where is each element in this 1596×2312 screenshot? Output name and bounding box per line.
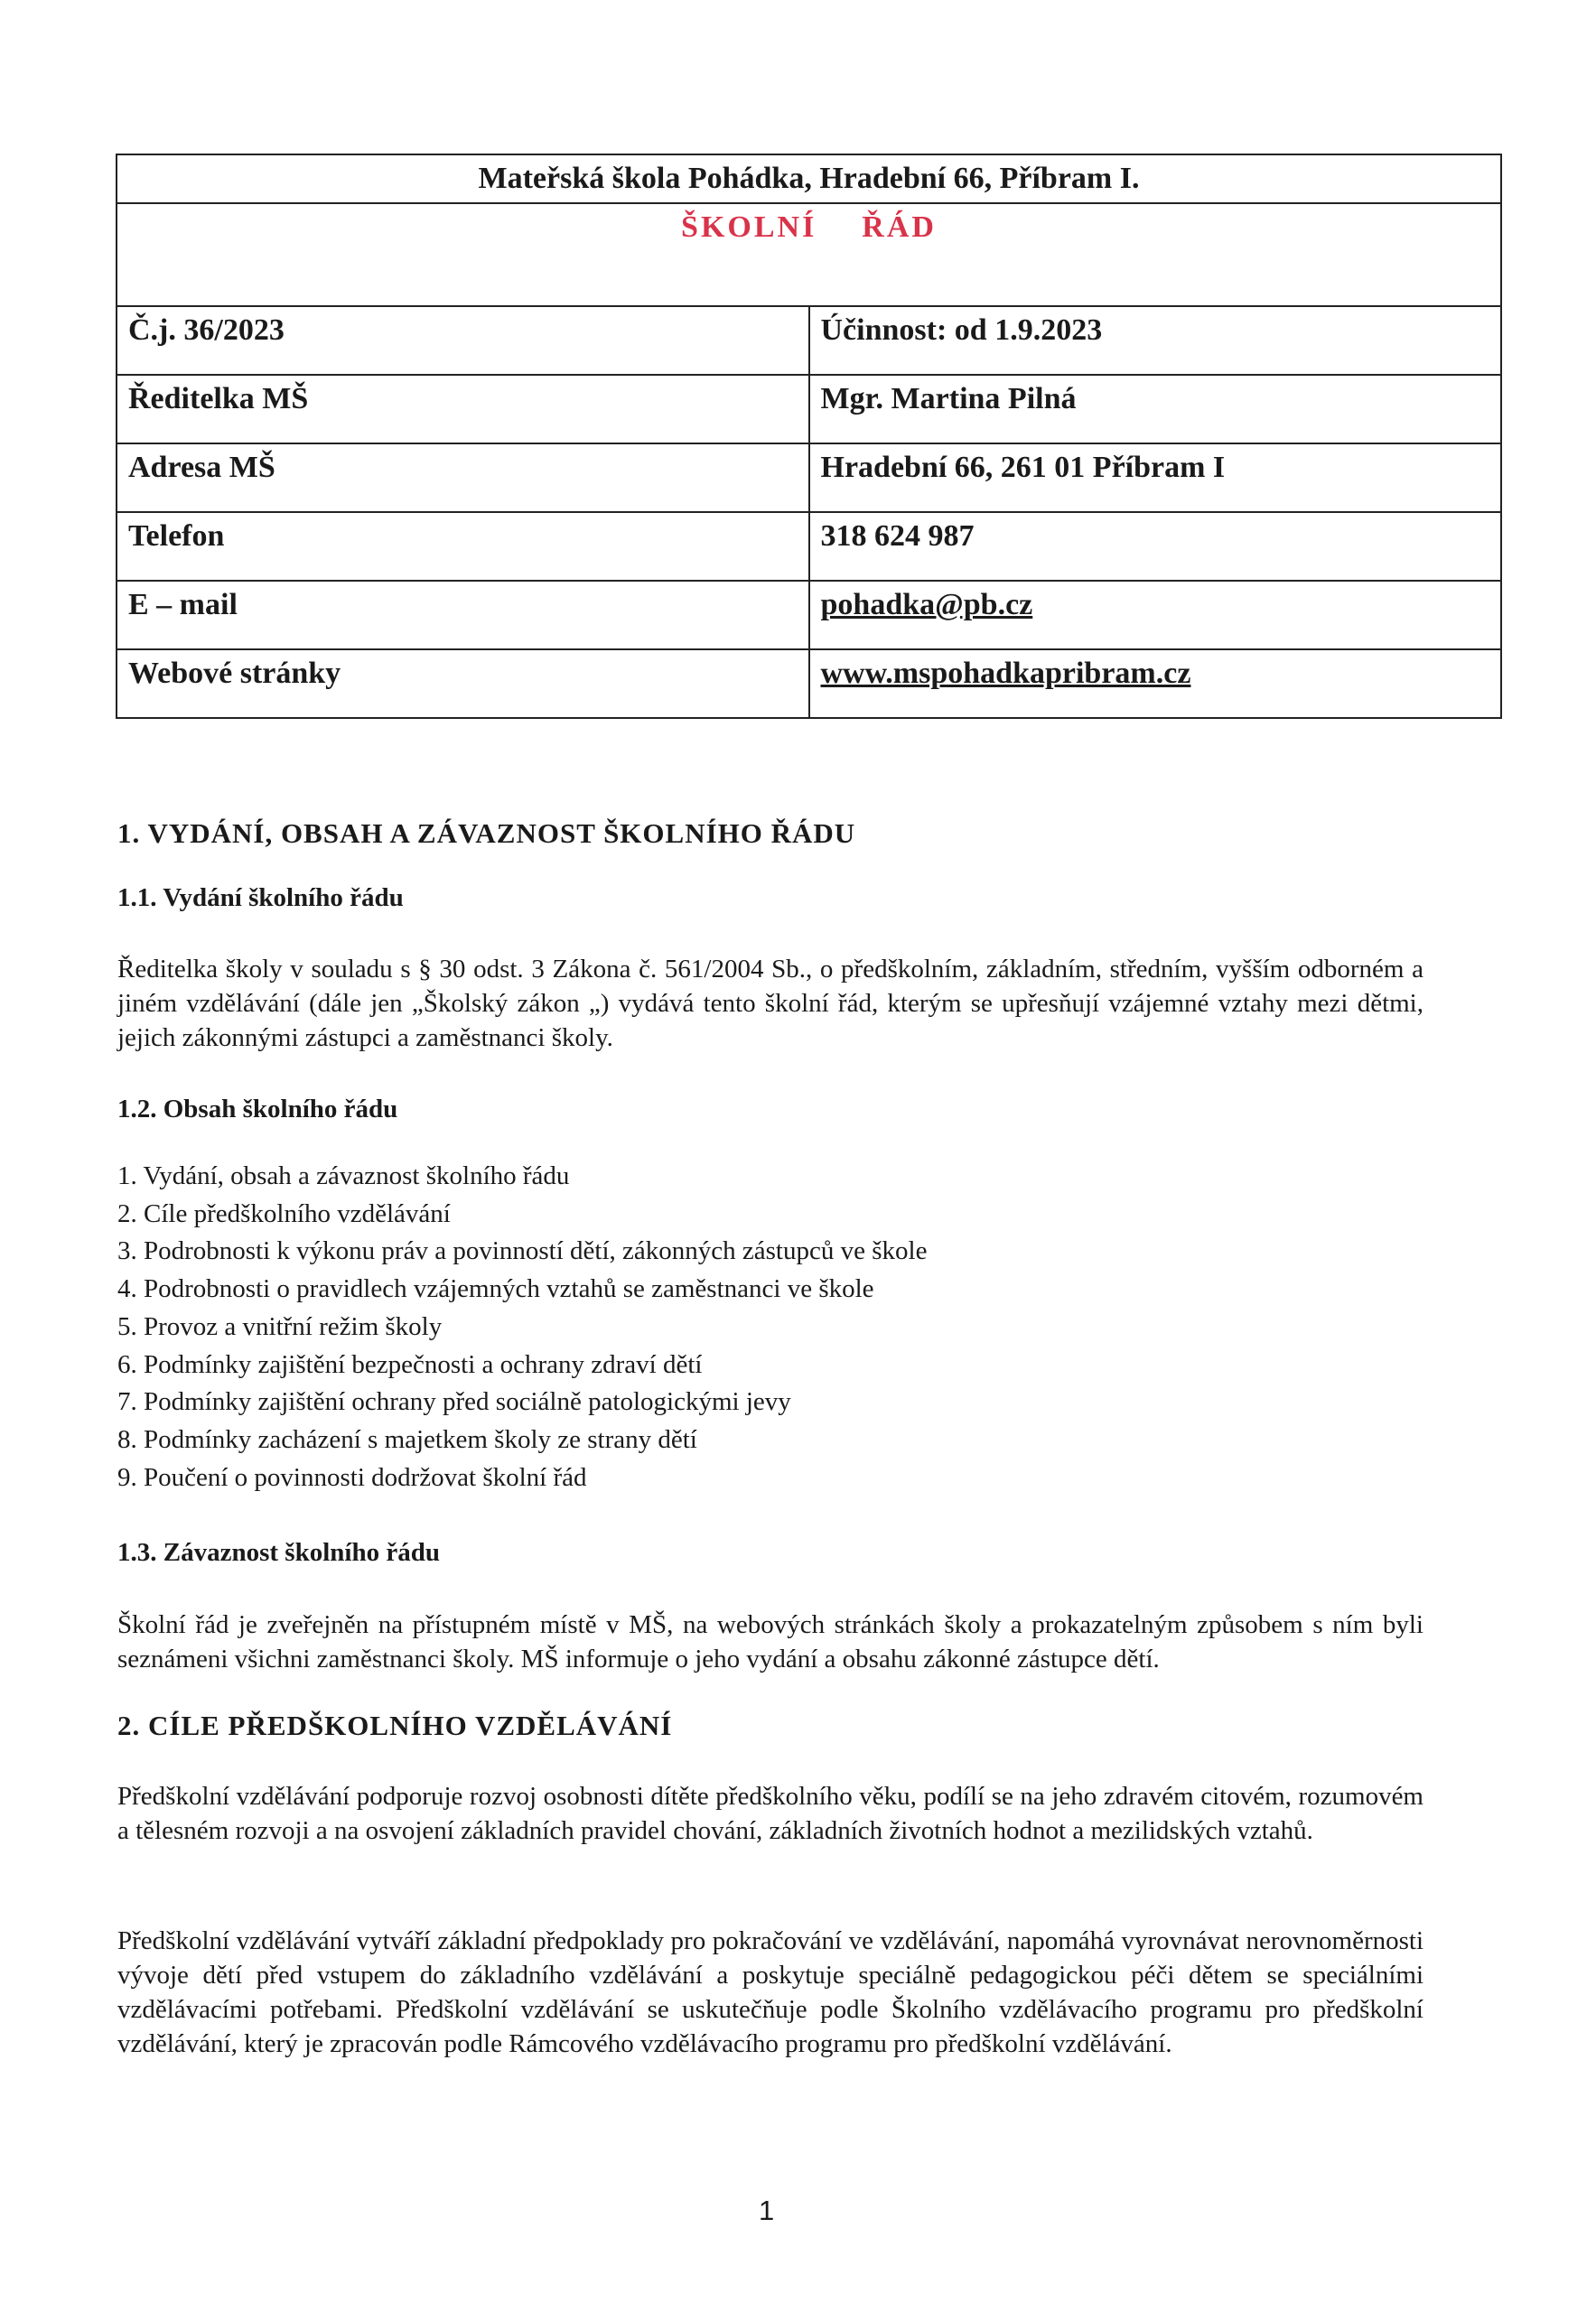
list-item: 8. Podmínky zacházení s majetkem školy ze strany dětí bbox=[117, 1424, 697, 1454]
document-title bbox=[117, 203, 1501, 306]
director-value: Mgr. Martina Pilná bbox=[809, 375, 1502, 443]
address-label: Adresa MŠ bbox=[117, 443, 809, 512]
section-1-1-text: Ředitelka školy v souladu s § 30 odst. 3 Zákona č. 561/2004 Sb., o předškolním, základním, středním, vyšším odborném a jiném vzdělávání (dále jen „Školský zákon „) vydává tento školní řád, kterým se upřesňují vzájemné vztahy mezi dětmi, jejich zákonnými zástupci a zaměstnanci školy. bbox=[117, 955, 1423, 1052]
header-table bbox=[116, 154, 1502, 719]
list-item: 2. Cíle předškolního vzdělávání bbox=[117, 1198, 451, 1228]
list-item: 6. Podmínky zajištění bezpečnosti a ochrany zdraví dětí bbox=[117, 1349, 703, 1379]
phone-value: 318 624 987 bbox=[809, 512, 1502, 581]
effective-date: Účinnost: od 1.9.2023 bbox=[809, 306, 1502, 375]
list-item: 7. Podmínky zajištění ochrany před sociálně patologickými jevy bbox=[117, 1387, 791, 1417]
contents-list bbox=[117, 1158, 927, 1496]
section-1-1-heading: 1.1. Vydání školního řádu bbox=[117, 883, 404, 912]
website-link[interactable]: www.mspohadkapribram.cz bbox=[820, 657, 1191, 690]
title-word-2: ŘÁD bbox=[862, 210, 937, 244]
list-item: 5. Provoz a vnitřní režim školy bbox=[117, 1311, 443, 1341]
section-2-heading: 2. CÍLE PŘEDŠKOLNÍHO VZDĚLÁVÁNÍ bbox=[117, 1710, 673, 1741]
email-link[interactable]: pohadka@pb.cz bbox=[820, 588, 1033, 621]
section-1-3-heading: 1.3. Závaznost školního řádu bbox=[117, 1538, 440, 1567]
section-1-2-heading: 1.2. Obsah školního řádu bbox=[117, 1095, 398, 1123]
website-label: Webové stránky bbox=[117, 649, 809, 718]
email-label: E – mail bbox=[117, 581, 809, 649]
address-value: Hradební 66, 261 01 Příbram I bbox=[809, 443, 1502, 512]
page-number: 1 bbox=[759, 2195, 775, 2226]
section-1-heading: 1. VYDÁNÍ, OBSAH A ZÁVAZNOST ŠKOLNÍHO ŘÁDU bbox=[117, 817, 856, 849]
list-item: 9. Poučení o povinnosti dodržovat školní řád bbox=[117, 1462, 587, 1492]
list-item: 4. Podrobnosti o pravidlech vzájemných vztahů se zaměstnanci ve škole bbox=[117, 1274, 874, 1304]
title-word-1: ŠKOLNÍ bbox=[681, 210, 817, 244]
list-item: 3. Podrobnosti k výkonu práv a povinností dětí, zákonných zástupců ve škole bbox=[117, 1236, 928, 1266]
section-1-3-text: Školní řád je zveřejněn na přístupném místě v MŠ, na webových stránkách školy a prokazatelným způsobem s ním byli seznámeni všichni zaměstnanci školy. MŠ informuje o jeho vydání a obsahu zákonné zástupce dětí. bbox=[117, 1610, 1423, 1673]
section-2-paragraph-1: Předškolní vzdělávání podporuje rozvoj osobnosti dítěte předškolního věku, podílí se na jeho zdravém citovém, rozumovém a tělesném rozvoji a na osvojení základních pravidel chování, základních životních hodnot a mezilidských vztahů. bbox=[117, 1782, 1423, 1845]
director-label: Ředitelka MŠ bbox=[117, 375, 809, 443]
section-2-paragraph-2: Předškolní vzdělávání vytváří základní předpoklady pro pokračování ve vzdělávání, napomáhá vyrovnávat nerovnoměrnosti vývoje dětí před vstupem do základního vzdělávání a poskytuje speciálně pedagogickou péči dětem se speciálními vzdělávacími potřebami. Předškolní vzdělávání se uskutečňuje podle Školního vzdělávacího programu pro předškolní vzdělávání, který je zpracován podle Rámcového vzdělávacího programu pro předškolní vzdělávání. bbox=[117, 1926, 1423, 2058]
school-name: Mateřská škola Pohádka, Hradební 66, Příbram I. bbox=[117, 154, 1501, 203]
ref-number: Č.j. 36/2023 bbox=[117, 306, 809, 375]
list-item: 1. Vydání, obsah a závaznost školního řádu bbox=[117, 1161, 570, 1190]
phone-label: Telefon bbox=[117, 512, 809, 581]
